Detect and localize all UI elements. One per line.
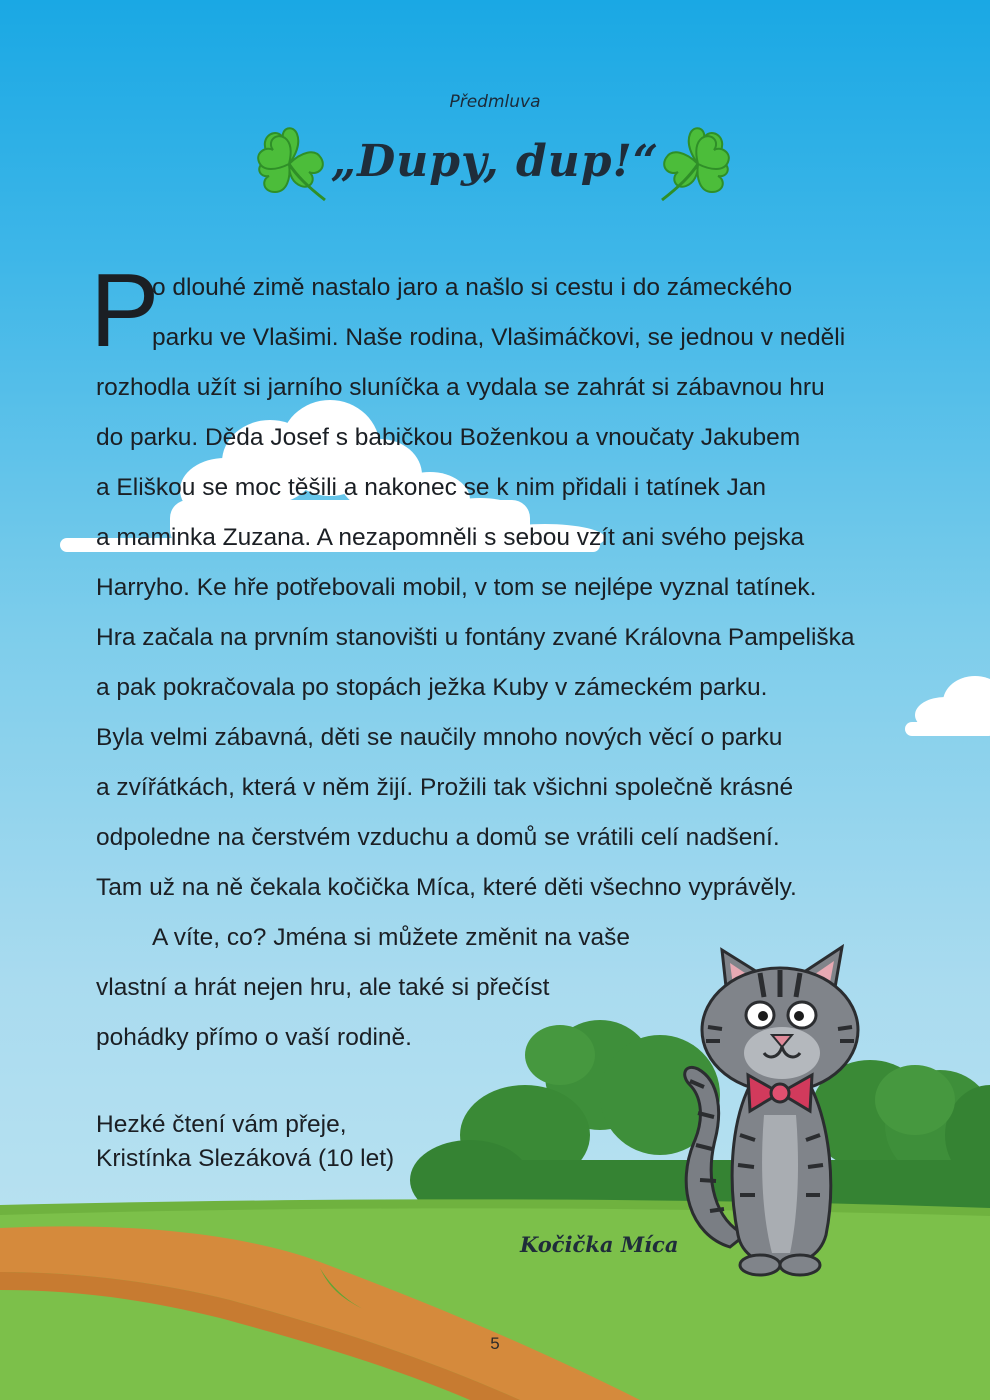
story-line: o dlouhé zimě nastalo jaro a našlo si cestu i do zámeckého <box>152 274 793 301</box>
story-line: Tam už na ně čekala kočička Míca, které děti všechno vyprávěly. <box>96 874 797 901</box>
page-title: „Dupy, dup!“ <box>330 136 660 187</box>
story-line: Hra začala na prvním stanovišti u fontány zvané Královna Pampeliška <box>96 624 855 651</box>
cat-illustration <box>660 935 900 1285</box>
story-line: do parku. Děda Josef s babičkou Boženkou a vnoučaty Jakubem <box>96 424 801 451</box>
signature-greeting: Hezké čtení vám přeje, <box>96 1111 347 1138</box>
story-line: a maminka Zuzana. A nezapomněli s sebou vzít ani svého pejska <box>96 524 805 551</box>
signature <box>96 1108 394 1176</box>
story-line: a Eliškou se moc těšili a nakonec se k nim přidali i tatínek Jan <box>96 474 766 501</box>
story-line: Harryho. Ke hře potřebovali mobil, v tom se nejlépe vyznal tatínek. <box>96 574 817 601</box>
story-line: Byla velmi zábavná, děti se naučily mnoho nových věcí o parku <box>96 724 783 751</box>
note-line: A víte, co? Jména si můžete změnit na vaše <box>152 924 630 951</box>
illustration-caption: Kočička Míca <box>520 1232 679 1257</box>
signature-author: Kristínka Slezáková (10 let) <box>96 1145 395 1172</box>
note-line: pohádky přímo o vaší rodině. <box>96 1024 412 1051</box>
section-subtitle: Předmluva <box>449 92 541 112</box>
story-line: a pak pokračovala po stopách ježka Kuby v zámeckém parku. <box>96 674 768 701</box>
page-number: 5 <box>490 1334 500 1353</box>
story-line: parku ve Vlašimi. Naše rodina, Vlašimáčkovi, se jednou v neděli <box>152 324 846 351</box>
story-line: a zvířátkách, která v něm žijí. Prožili tak všichni společně krásné <box>96 774 794 801</box>
cloud-right <box>905 676 990 736</box>
note-line: vlastní a hrát nejen hru, ale také si přečíst <box>96 974 550 1001</box>
story-line: odpoledne na čerstvém vzduchu a domů se vrátili celí nadšení. <box>96 824 780 851</box>
drop-cap: P <box>90 253 160 369</box>
story-line: rozhodla užít si jarního sluníčka a vydala se zahrát si zábavnou hru <box>96 374 825 401</box>
